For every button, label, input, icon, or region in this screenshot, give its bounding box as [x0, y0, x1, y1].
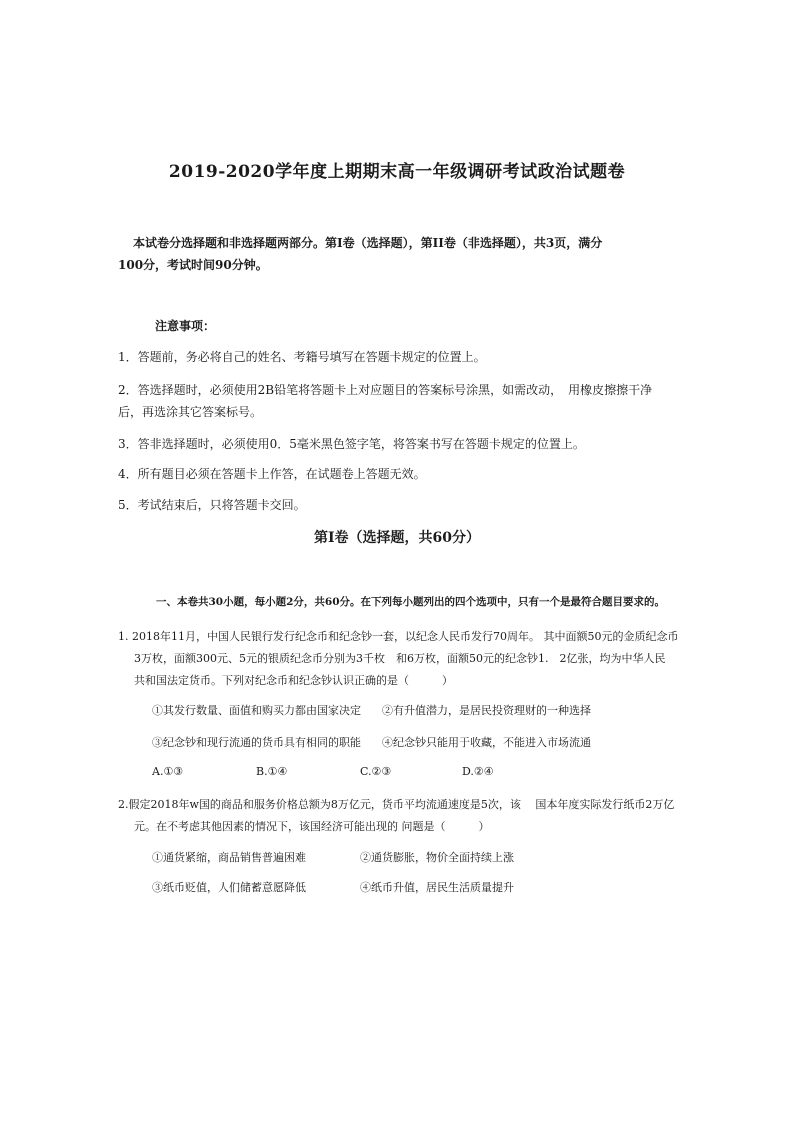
notice-item-2-continued: 后，再选涂其它答案标号。	[118, 405, 263, 419]
q1-stem-line-3: 共和国法定货币。下列对纪念币和纪念钞认识正确的是（ ）	[134, 674, 453, 687]
exam-title: 2019-2020学年度上期期末高一年级调研考试政治试题卷	[168, 162, 626, 182]
q2-stem-line-2: 元。在不考虑其他因素的情况下，该国经济可能出现的 问题是（ ）	[134, 820, 490, 833]
q1-statement-2: ②有升值潜力，是居民投资理财的一种选择	[382, 704, 591, 717]
q2-statement-3: ③纸币贬值，人们储蓄意愿降低	[152, 881, 306, 894]
section-title: 第Ⅰ卷（选择题，共60分）	[313, 530, 481, 546]
notice-item-3: 3．答非选择题时，必须使用0．5毫米黑色签字笔，将答案书写在答题卡规定的位置上。	[118, 437, 585, 451]
q2-statement-1: ①通货紧缩，商品销售普遍困难	[152, 851, 306, 864]
notice-item-2: 2．答选择题时，必须使用2B铅笔将答题卡上对应题目的答案标号涂黑，如需改动， 用橡皮擦擦干净	[118, 383, 653, 397]
q1-statement-3: ③纪念钞和现行流通的货币具有相同的职能	[152, 736, 361, 749]
q2-statement-2: ②通货膨胀，物价全面持续上涨	[360, 851, 514, 864]
section-instruction: 一、本卷共30小题，每小题2分，共60分。在下列每小题列出的四个选项中，只有一个是最符合题目要求的。	[156, 596, 666, 608]
notice-heading: 注意事项：	[155, 319, 216, 333]
q2-statement-4: ④纸币升值，居民生活质量提升	[360, 881, 514, 894]
notice-item-5: 5．考试结束后，只将答题卡交回。	[118, 498, 306, 512]
intro-line-2: 100分，考试时间90分钟。	[118, 258, 268, 272]
q1-statement-1: ①其发行数量、面值和购买力都由国家决定	[152, 704, 361, 717]
q1-statement-4: ④纪念钞只能用于收藏，不能进入市场流通	[382, 736, 591, 749]
q1-stem-line-2: 3万枚，面额300元、5元的银质纪念币分别为3千枚 和6万枚，面额50元的纪念钞1. 2亿张，均为中华人民	[134, 652, 666, 665]
notice-item-1: 1．答题前，务必将自己的姓名、考籍号填写在答题卡规定的位置上。	[118, 350, 486, 364]
q1-stem-line-1: 1. 2018年11月，中国人民银行发行纪念币和纪念钞一套，以纪念人民币发行70周年。 其中面额50元的金质纪念币	[118, 630, 679, 643]
q1-choice-a: A.①③	[152, 765, 184, 778]
q2-stem-line-1: 2.假定2018年w国的商品和服务价格总额为8万亿元，货币平均流通速度是5次，该 国本年度实际发行纸币2万亿	[118, 798, 675, 811]
q1-choice-d: D.②④	[462, 765, 494, 778]
q1-choice-b: B.①④	[256, 765, 288, 778]
intro-line-1: 本试卷分选择题和非选择题两部分。第Ⅰ卷（选择题），第II卷（非选择题），共3页，满分	[133, 236, 603, 250]
q1-choice-c: C.②③	[360, 765, 392, 778]
notice-item-4: 4．所有题目必须在答题卡上作答，在试题卷上答题无效。	[118, 467, 426, 481]
